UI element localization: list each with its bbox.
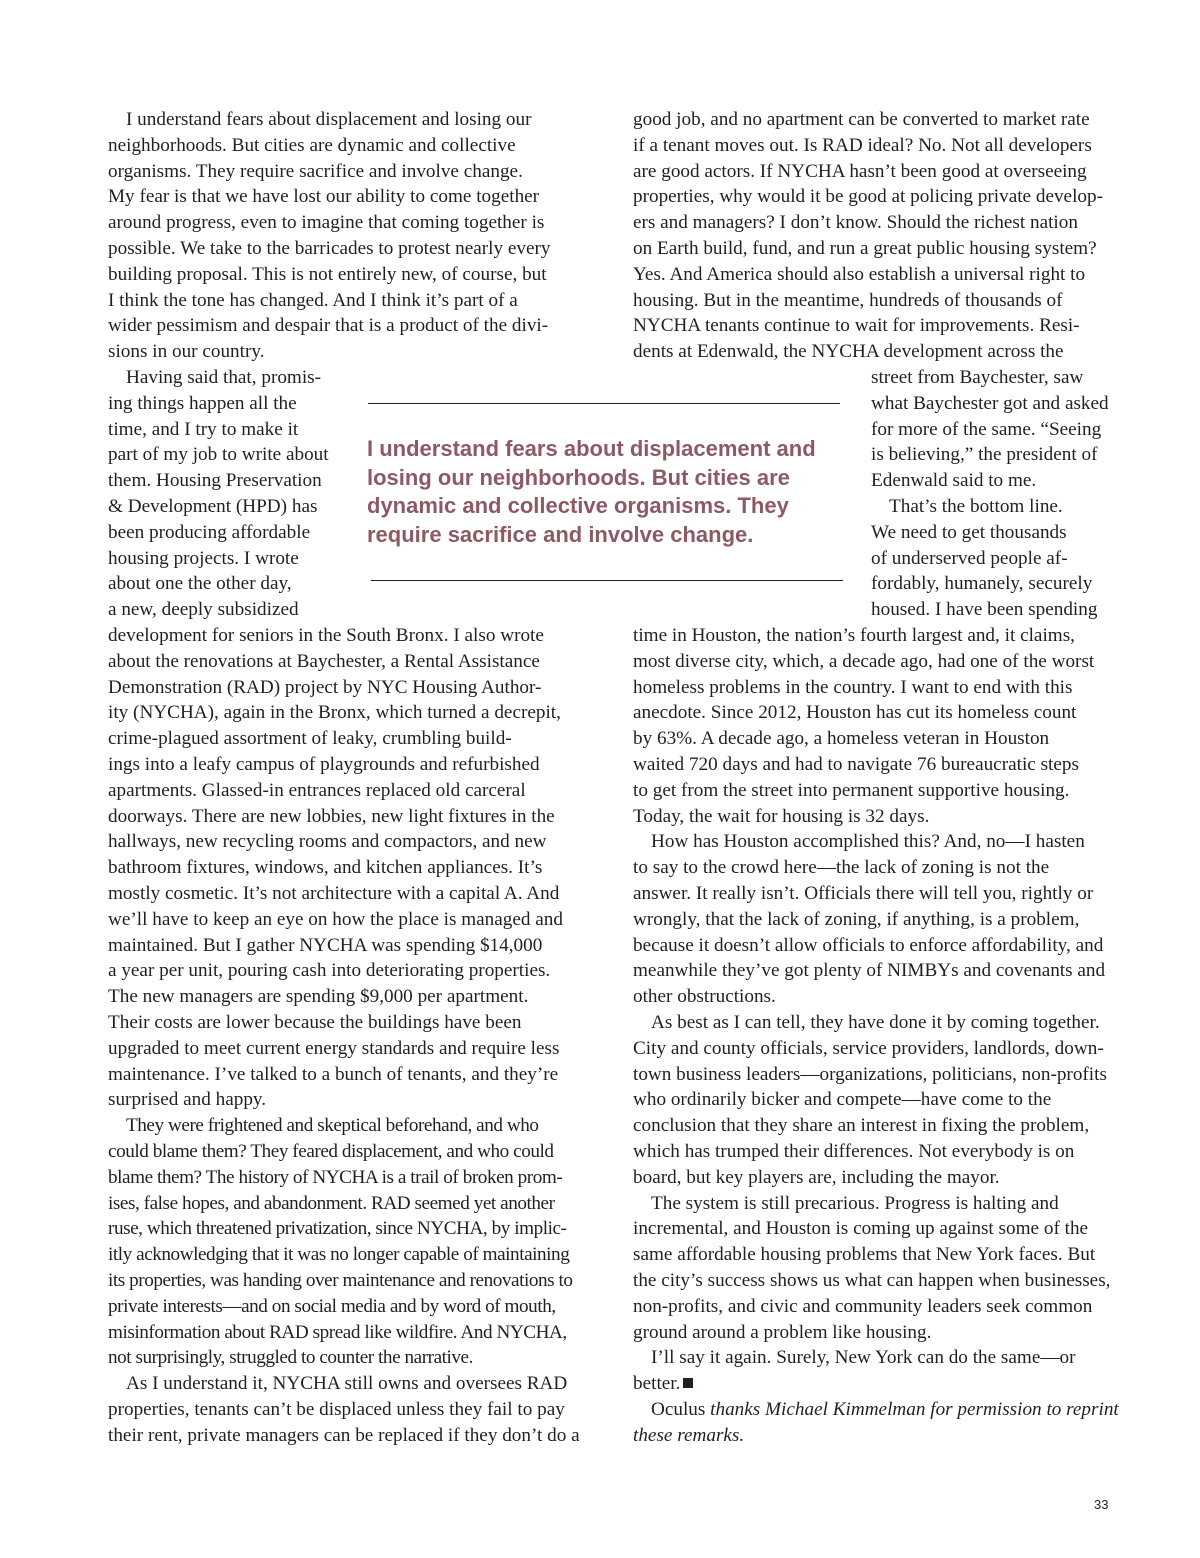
text-line: neighborhoods. But cities are dynamic and collective (108, 135, 516, 156)
text-line: The system is still precarious. Progress is halting and (651, 1193, 1059, 1214)
text-line: housing. But in the meantime, hundreds of thousands of (633, 290, 1063, 311)
text-line: I understand fears about displacement and losing our (126, 109, 532, 130)
text-line: who ordinarily bicker and compete—have come to the (633, 1089, 1052, 1110)
publication-name: Oculus (651, 1399, 706, 1420)
credit-text: thanks Michael Kimmelman for permission to reprint (710, 1399, 1119, 1420)
text-line: Having said that, promis- (126, 367, 322, 388)
text-line: ity (NYCHA), again in the Bronx, which turned a decrepit, (108, 702, 561, 723)
text-line: most diverse city, which, a decade ago, had one of the worst (633, 651, 1095, 672)
text-line: anecdote. Since 2012, Houston has cut its homeless count (633, 702, 1077, 723)
text-line: How has Houston accomplished this? And, no—I hasten (651, 831, 1085, 852)
text-line: town business leaders—organizations, politicians, non-profits (633, 1064, 1107, 1085)
text-line: ises, false hopes, and abandonment. RAD seemed yet another (108, 1193, 555, 1214)
text-line: crime-plagued assortment of leaky, crumbling build- (108, 728, 512, 749)
text-line: building proposal. This is not entirely new, of course, but (108, 264, 547, 285)
pull-quote-line: dynamic and collective organisms. They (367, 493, 789, 518)
text-line: & Development (HPD) has (108, 496, 318, 517)
text-line: is believing,” the president of (871, 444, 1098, 465)
text-line: not surprisingly, struggled to counter the narrative. (108, 1347, 473, 1368)
text-line: if a tenant moves out. Is RAD ideal? No. Not all developers (633, 135, 1092, 156)
text-span: better. (633, 1373, 681, 1394)
text-line: housed. I have been spending (871, 599, 1098, 620)
text-line: which has trumped their differences. Not everybody is on (633, 1141, 1075, 1162)
text-line: dents at Edenwald, the NYCHA development across the (633, 341, 1064, 362)
text-line: doorways. There are new lobbies, new light fixtures in the (108, 806, 555, 827)
text-line: We need to get thousands (871, 522, 1067, 543)
text-line: Edenwald said to me. (871, 470, 1037, 491)
text-line: time in Houston, the nation’s fourth largest and, it claims, (633, 625, 1075, 646)
text-line: could blame them? They feared displacement, and who could (108, 1141, 554, 1162)
text-line: part of my job to write about (108, 444, 329, 465)
text-line: The new managers are spending $9,000 per apartment. (108, 986, 529, 1007)
text-line: for more of the same. “Seeing (871, 419, 1102, 440)
text-line: been producing affordable (108, 522, 311, 543)
text-line: ers and managers? I don’t know. Should the richest nation (633, 212, 1078, 233)
text-line: I think the tone has changed. And I think it’s part of a (108, 290, 518, 311)
text-line: are good actors. If NYCHA hasn’t been good at overseeing (633, 161, 1087, 182)
credit-line (651, 1397, 1119, 1423)
text-line: a new, deeply subsidized (108, 599, 299, 620)
text-line: we’ll have to keep an eye on how the place is managed and (108, 909, 563, 930)
text-line: private interests—and on social media and by word of mouth, (108, 1296, 556, 1317)
text-line: to say to the crowd here—the lack of zoning is not the (633, 857, 1050, 878)
text-line: good job, and no apartment can be converted to market rate (633, 109, 1090, 130)
end-mark-icon (683, 1378, 693, 1388)
text-line: about one the other day, (108, 573, 292, 594)
pull-quote-line: losing our neighborhoods. But cities are (367, 465, 790, 490)
text-line: upgraded to meet current energy standards and require less (108, 1038, 560, 1059)
text-line: My fear is that we have lost our ability to come together (108, 186, 540, 207)
text-line: about the renovations at Baychester, a Rental Assistance (108, 651, 540, 672)
text-line: wrongly, that the lack of zoning, if anything, is a problem, (633, 909, 1080, 930)
text-line: misinformation about RAD spread like wildfire. And NYCHA, (108, 1322, 567, 1343)
text-line (633, 1371, 693, 1397)
text-line: Demonstration (RAD) project by NYC Housing Author- (108, 677, 542, 698)
text-line: bathroom fixtures, windows, and kitchen appliances. It’s (108, 857, 543, 878)
text-line: organisms. They require sacrifice and involve change. (108, 161, 523, 182)
pull-quote-line: require sacrifice and involve change. (367, 522, 754, 547)
text-line: fordably, humanely, securely (871, 573, 1093, 594)
text-line: maintained. But I gather NYCHA was spending $14,000 (108, 935, 543, 956)
text-line: same affordable housing problems that New York faces. But (633, 1244, 1096, 1265)
text-line: NYCHA tenants continue to wait for improvements. Resi- (633, 315, 1080, 336)
text-line: its properties, was handing over maintenance and renovations to (108, 1270, 573, 1291)
text-line: meanwhile they’ve got plenty of NIMBYs and covenants and (633, 960, 1106, 981)
page-number: 33 (1094, 1497, 1109, 1512)
text-line: itly acknowledging that it was no longer capable of maintaining (108, 1244, 570, 1265)
text-line: what Baychester got and asked (871, 393, 1109, 414)
text-line: street from Baychester, saw (871, 367, 1084, 388)
text-line: by 63%. A decade ago, a homeless veteran in Houston (633, 728, 1050, 749)
text-line: of underserved people af- (871, 548, 1068, 569)
text-line: them. Housing Preservation (108, 470, 322, 491)
text-line: non-profits, and civic and community leaders seek common (633, 1296, 1093, 1317)
text-line: incremental, and Houston is coming up against some of the (633, 1218, 1089, 1239)
text-line: surprised and happy. (108, 1089, 267, 1110)
text-line: wider pessimism and despair that is a product of the divi- (108, 315, 549, 336)
credit-text: these remarks. (633, 1425, 745, 1446)
pull-quote-rule-top (368, 403, 840, 404)
text-line: the city’s success shows us what can happen when businesses, (633, 1270, 1111, 1291)
text-line: As best as I can tell, they have done it by coming together. (651, 1012, 1100, 1033)
text-line: other obstructions. (633, 986, 776, 1007)
text-line: That’s the bottom line. (889, 496, 1063, 517)
text-line: possible. We take to the barricades to protest nearly every (108, 238, 551, 259)
text-line: ings into a leafy campus of playgrounds and refurbished (108, 754, 540, 775)
text-line: ruse, which threatened privatization, since NYCHA, by implic- (108, 1218, 567, 1239)
text-line: ing things happen all the (108, 393, 297, 414)
text-line: time, and I try to make it (108, 419, 299, 440)
text-line: Their costs are lower because the buildings have been (108, 1012, 522, 1033)
text-line: As I understand it, NYCHA still owns and oversees RAD (126, 1373, 568, 1394)
text-line: on Earth build, fund, and run a great public housing system? (633, 238, 1097, 259)
text-line: housing projects. I wrote (108, 548, 299, 569)
text-line: conclusion that they share an interest in fixing the problem, (633, 1115, 1090, 1136)
pull-quote-rule-bottom (371, 580, 843, 581)
text-line: properties, why would it be good at policing private develop- (633, 186, 1103, 207)
text-line: ground around a problem like housing. (633, 1322, 932, 1343)
text-line: their rent, private managers can be replaced if they don’t do a (108, 1425, 580, 1446)
text-line: Yes. And America should also establish a universal right to (633, 264, 1086, 285)
text-line: City and county officials, service providers, landlords, down- (633, 1038, 1104, 1059)
text-line: I’ll say it again. Surely, New York can do the same—or (651, 1347, 1076, 1368)
pull-quote-line: I understand fears about displacement and (367, 436, 816, 461)
text-line: sions in our country. (108, 341, 265, 362)
text-line: board, but key players are, including the mayor. (633, 1167, 1000, 1188)
text-line: because it doesn’t allow officials to enforce affordability, and (633, 935, 1104, 956)
text-line: around progress, even to imagine that coming together is (108, 212, 545, 233)
text-line: waited 720 days and had to navigate 76 bureaucratic steps (633, 754, 1079, 775)
text-line: apartments. Glassed-in entrances replaced old carceral (108, 780, 526, 801)
text-line: mostly cosmetic. It’s not architecture with a capital A. And (108, 883, 560, 904)
text-line: homeless problems in the country. I want to end with this (633, 677, 1073, 698)
credit-line (633, 1423, 744, 1449)
text-line: hallways, new recycling rooms and compactors, and new (108, 831, 547, 852)
text-line: to get from the street into permanent supportive housing. (633, 780, 1070, 801)
text-line: blame them? The history of NYCHA is a trail of broken prom- (108, 1167, 563, 1188)
text-line: answer. It really isn’t. Officials there will tell you, rightly or (633, 883, 1094, 904)
text-line: properties, tenants can’t be displaced unless they fail to pay (108, 1399, 565, 1420)
text-line: maintenance. I’ve talked to a bunch of tenants, and they’re (108, 1064, 559, 1085)
text-line: They were frightened and skeptical beforehand, and who (126, 1115, 539, 1136)
text-line: a year per unit, pouring cash into deteriorating properties. (108, 960, 551, 981)
text-line: development for seniors in the South Bronx. I also wrote (108, 625, 544, 646)
text-line: Today, the wait for housing is 32 days. (633, 806, 930, 827)
